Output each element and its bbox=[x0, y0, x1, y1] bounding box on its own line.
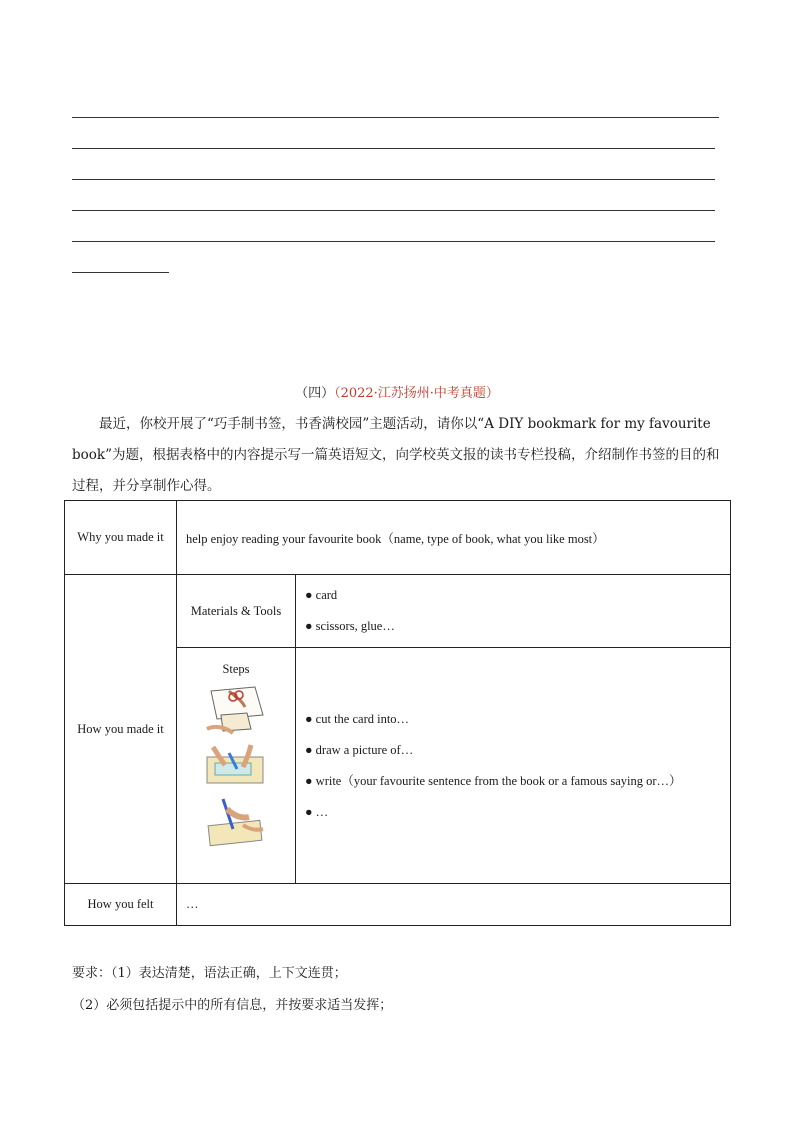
how-label: How you made it bbox=[65, 575, 177, 884]
answer-line[interactable] bbox=[72, 148, 715, 149]
outline-table bbox=[64, 500, 731, 926]
materials-label: Materials & Tools bbox=[177, 575, 296, 648]
writing-illustration bbox=[203, 795, 269, 847]
steps-label: Steps bbox=[222, 662, 250, 676]
section-heading bbox=[0, 382, 794, 401]
felt-label: How you felt bbox=[65, 884, 177, 926]
list-item: ● cut the card into… bbox=[305, 711, 410, 726]
list-item: ● write（your favourite sentence from the book or a famous saying or…） bbox=[305, 773, 682, 788]
section-source: （2022·江苏扬州·中考真题） bbox=[334, 386, 499, 401]
list-item: ● card bbox=[305, 588, 338, 602]
list-item: ● … bbox=[305, 804, 329, 819]
steps-cell bbox=[177, 648, 296, 884]
felt-content: … bbox=[177, 884, 731, 926]
writing-prompt: 最近，你校开展了“巧手制书签，书香满校园”主题活动，请你以“A DIY bookmark for my favourite book”为题，根据表格中的内容提示写一篇英语短文，向学校英文报的读书专栏投稿，介绍制作书签的目的和过程，并分享制作心得。 bbox=[72, 416, 720, 494]
answer-line[interactable] bbox=[72, 117, 719, 118]
requirement-2: （2）必须包括提示中的所有信息，并按要求适当发挥； bbox=[72, 998, 393, 1013]
list-item: ● draw a picture of… bbox=[305, 742, 414, 757]
answer-line[interactable] bbox=[72, 179, 715, 180]
answer-line[interactable] bbox=[72, 241, 715, 242]
requirement-1: 要求：（1）表达清楚，语法正确，上下文连贯； bbox=[72, 966, 347, 981]
cutting-card-illustration bbox=[203, 685, 269, 737]
answer-line[interactable] bbox=[72, 210, 715, 211]
list-item: ● scissors, glue… bbox=[305, 619, 395, 633]
drawing-picture-illustration bbox=[203, 743, 269, 789]
answer-line[interactable] bbox=[72, 272, 169, 273]
section-number: （四） bbox=[295, 386, 335, 401]
steps-list bbox=[296, 648, 731, 884]
why-label: Why you made it bbox=[65, 501, 177, 575]
why-content: help enjoy reading your favourite book（name, type of book, what you like most） bbox=[177, 501, 731, 575]
materials-list bbox=[296, 575, 731, 648]
